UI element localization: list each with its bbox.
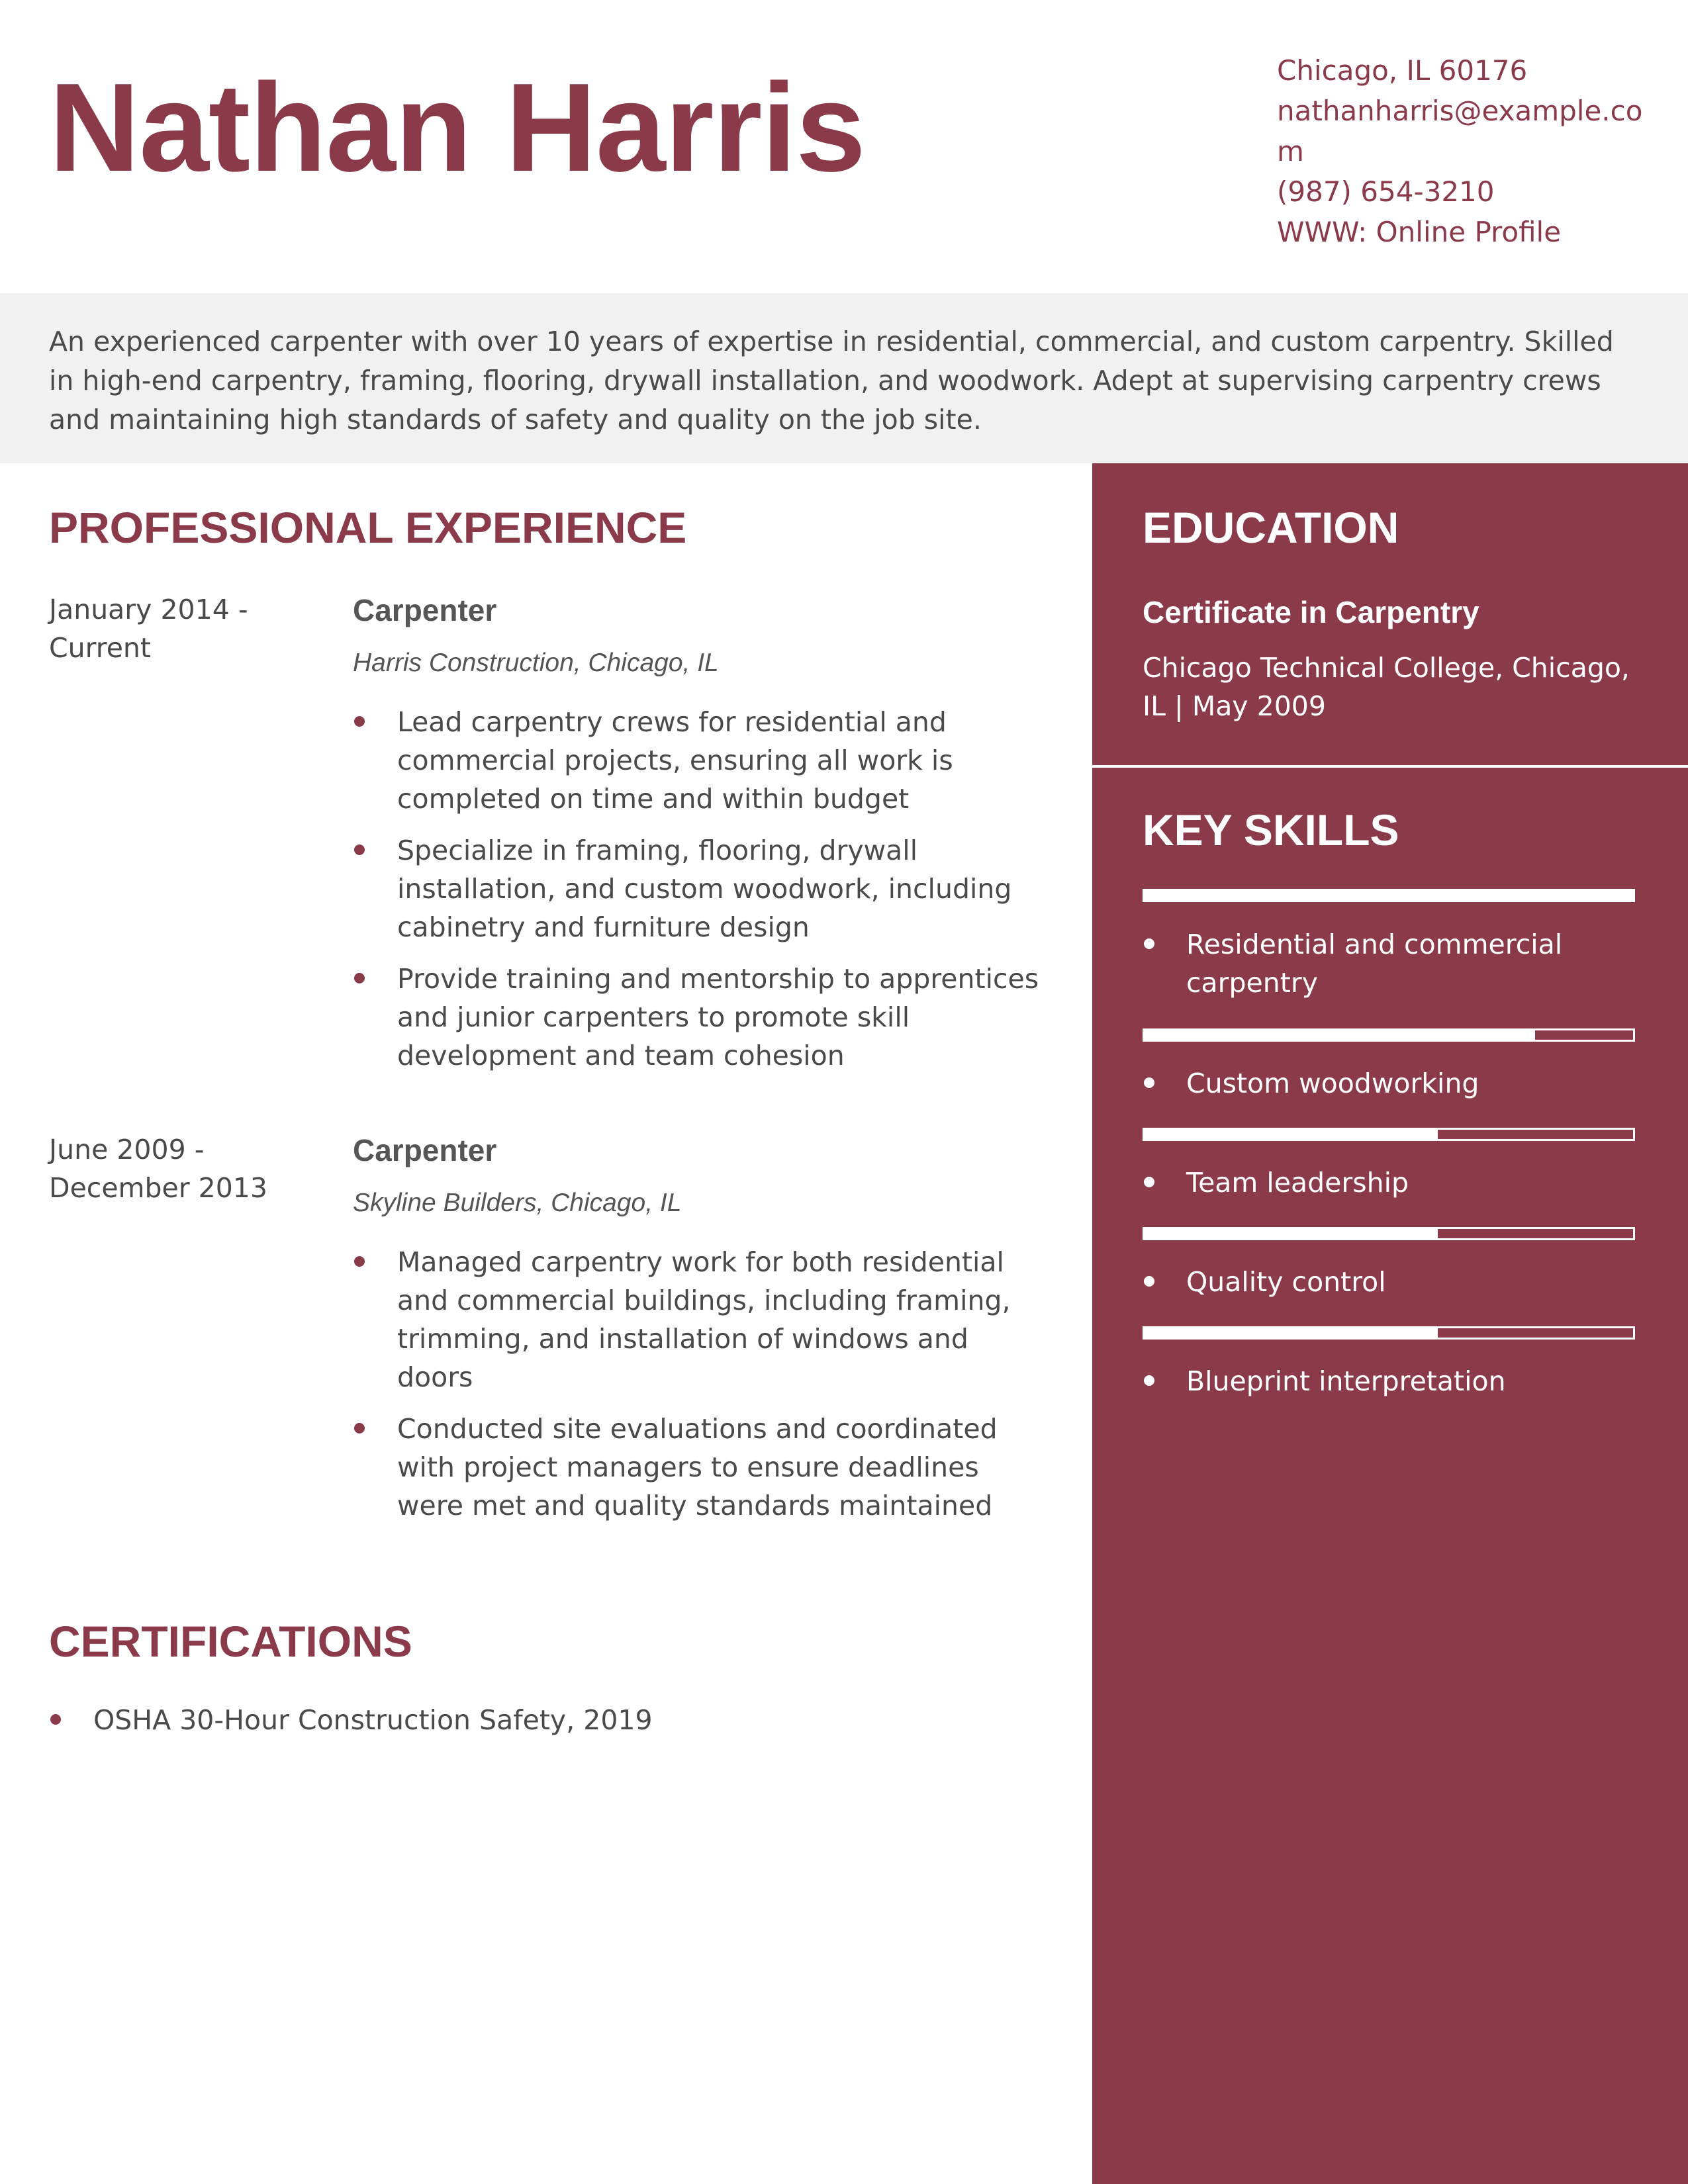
bullet-dot-icon: [354, 844, 365, 855]
job-company: Skyline Builders, Chicago, IL: [353, 1189, 682, 1217]
contact-block: [1277, 50, 1648, 252]
job-bullet-list: [353, 703, 1041, 1088]
candidate-name: Nathan Harris: [49, 58, 865, 198]
sidebar-divider: [1092, 765, 1688, 768]
education-heading: EDUCATION: [1143, 503, 1399, 552]
skill-label: Residential and commercial carpentry: [1186, 929, 1563, 999]
skills-heading: KEY SKILLS: [1143, 805, 1399, 854]
job-bullet: [353, 1410, 1041, 1525]
job-bullet-text: Managed carpentry work for both residential and commercial buildings, including framing, trimming, and installation of windows and doors: [397, 1246, 1011, 1393]
skill-level-bar: [1143, 1128, 1635, 1141]
experience-heading: PROFESSIONAL EXPERIENCE: [49, 503, 687, 552]
skill-level-bar: [1143, 889, 1635, 902]
skill-label: Quality control: [1186, 1266, 1386, 1298]
skill-level-fill: [1145, 1328, 1438, 1338]
bullet-dot-icon: [50, 1714, 61, 1725]
job-bullet-text: Conducted site evaluations and coordinated with project managers to ensure deadlines were met and quality standards maintained: [397, 1413, 998, 1522]
certification-item: [49, 1701, 1042, 1739]
job-title: Carpenter: [353, 1133, 497, 1167]
skill-level-bar: [1143, 1028, 1635, 1042]
resume-header: [0, 0, 1688, 293]
job-bullet-text: Provide training and mentorship to apprentices and junior carpenters to promote skill development and team cohesion: [397, 963, 1039, 1071]
contact-email[interactable]: nathanharris@example.com: [1277, 95, 1643, 167]
skill-label: Custom woodworking: [1186, 1068, 1479, 1099]
summary-band: [0, 293, 1688, 463]
skill-item: [1143, 1362, 1688, 1400]
certification-text: OSHA 30-Hour Construction Safety, 2019: [93, 1704, 653, 1736]
job-title: Carpenter: [353, 593, 497, 627]
contact-phone: (987) 654-3210: [1277, 175, 1495, 208]
contact-website-link[interactable]: WWW: Online Profile: [1277, 216, 1562, 248]
job-bullet: [353, 1243, 1041, 1396]
bullet-dot-icon: [354, 1423, 365, 1433]
skill-level-bar: [1143, 1326, 1635, 1340]
job-bullet: [353, 703, 1041, 818]
job-date: June 2009 - December 2013: [49, 1134, 267, 1204]
main-column: [0, 463, 1092, 2184]
skill-level-fill: [1145, 1229, 1438, 1238]
job-bullet: [353, 831, 1041, 946]
bullet-dot-icon: [354, 1256, 365, 1267]
skill-item: [1143, 1064, 1688, 1103]
job-entry: [0, 1130, 1092, 1554]
bullet-dot-icon: [1144, 938, 1154, 949]
skill-item: [1143, 925, 1688, 1002]
sidebar: [1092, 463, 1688, 2184]
skill-level-bar: [1143, 1227, 1635, 1240]
skill-label: Team leadership: [1186, 1167, 1409, 1199]
education-degree: Certificate in Carpentry: [1143, 595, 1479, 629]
bullet-dot-icon: [1144, 1177, 1154, 1187]
skill-level-fill: [1145, 1030, 1535, 1040]
job-bullet-text: Specialize in framing, flooring, drywall installation, and custom woodwork, including cabinetry and furniture design: [397, 835, 1012, 943]
job-bullet-list: [353, 1243, 1041, 1538]
skill-level-fill: [1145, 1130, 1438, 1139]
job-entry: [0, 590, 1092, 1093]
bullet-dot-icon: [1144, 1077, 1154, 1088]
bullet-dot-icon: [354, 716, 365, 727]
summary-text: An experienced carpenter with over 10 years of expertise in residential, commercial, and custom carpentry. Skilled in high-end carpentry, framing, flooring, drywall installation, and woodwork. Adept at supervising carpentry crews and maintaining high standards of safety and quality on the job site.: [49, 326, 1614, 435]
skill-level-fill: [1145, 891, 1633, 900]
contact-address: Chicago, IL 60176: [1277, 54, 1528, 87]
job-company: Harris Construction, Chicago, IL: [353, 649, 719, 677]
certifications-list: [49, 1701, 1042, 1739]
job-date: January 2014 - Current: [49, 594, 248, 664]
education-school: Chicago Technical College, Chicago, IL | May 2009: [1143, 652, 1630, 722]
skill-item: [1143, 1163, 1688, 1202]
bullet-dot-icon: [1144, 1375, 1154, 1386]
job-bullet: [353, 960, 1041, 1075]
skill-label: Blueprint interpretation: [1186, 1365, 1506, 1397]
skill-item: [1143, 1263, 1688, 1301]
bullet-dot-icon: [1144, 1276, 1154, 1287]
bullet-dot-icon: [354, 973, 365, 983]
job-bullet-text: Lead carpentry crews for residential and commercial projects, ensuring all work is completed on time and within budget: [397, 706, 953, 815]
certifications-heading: CERTIFICATIONS: [49, 1617, 412, 1666]
